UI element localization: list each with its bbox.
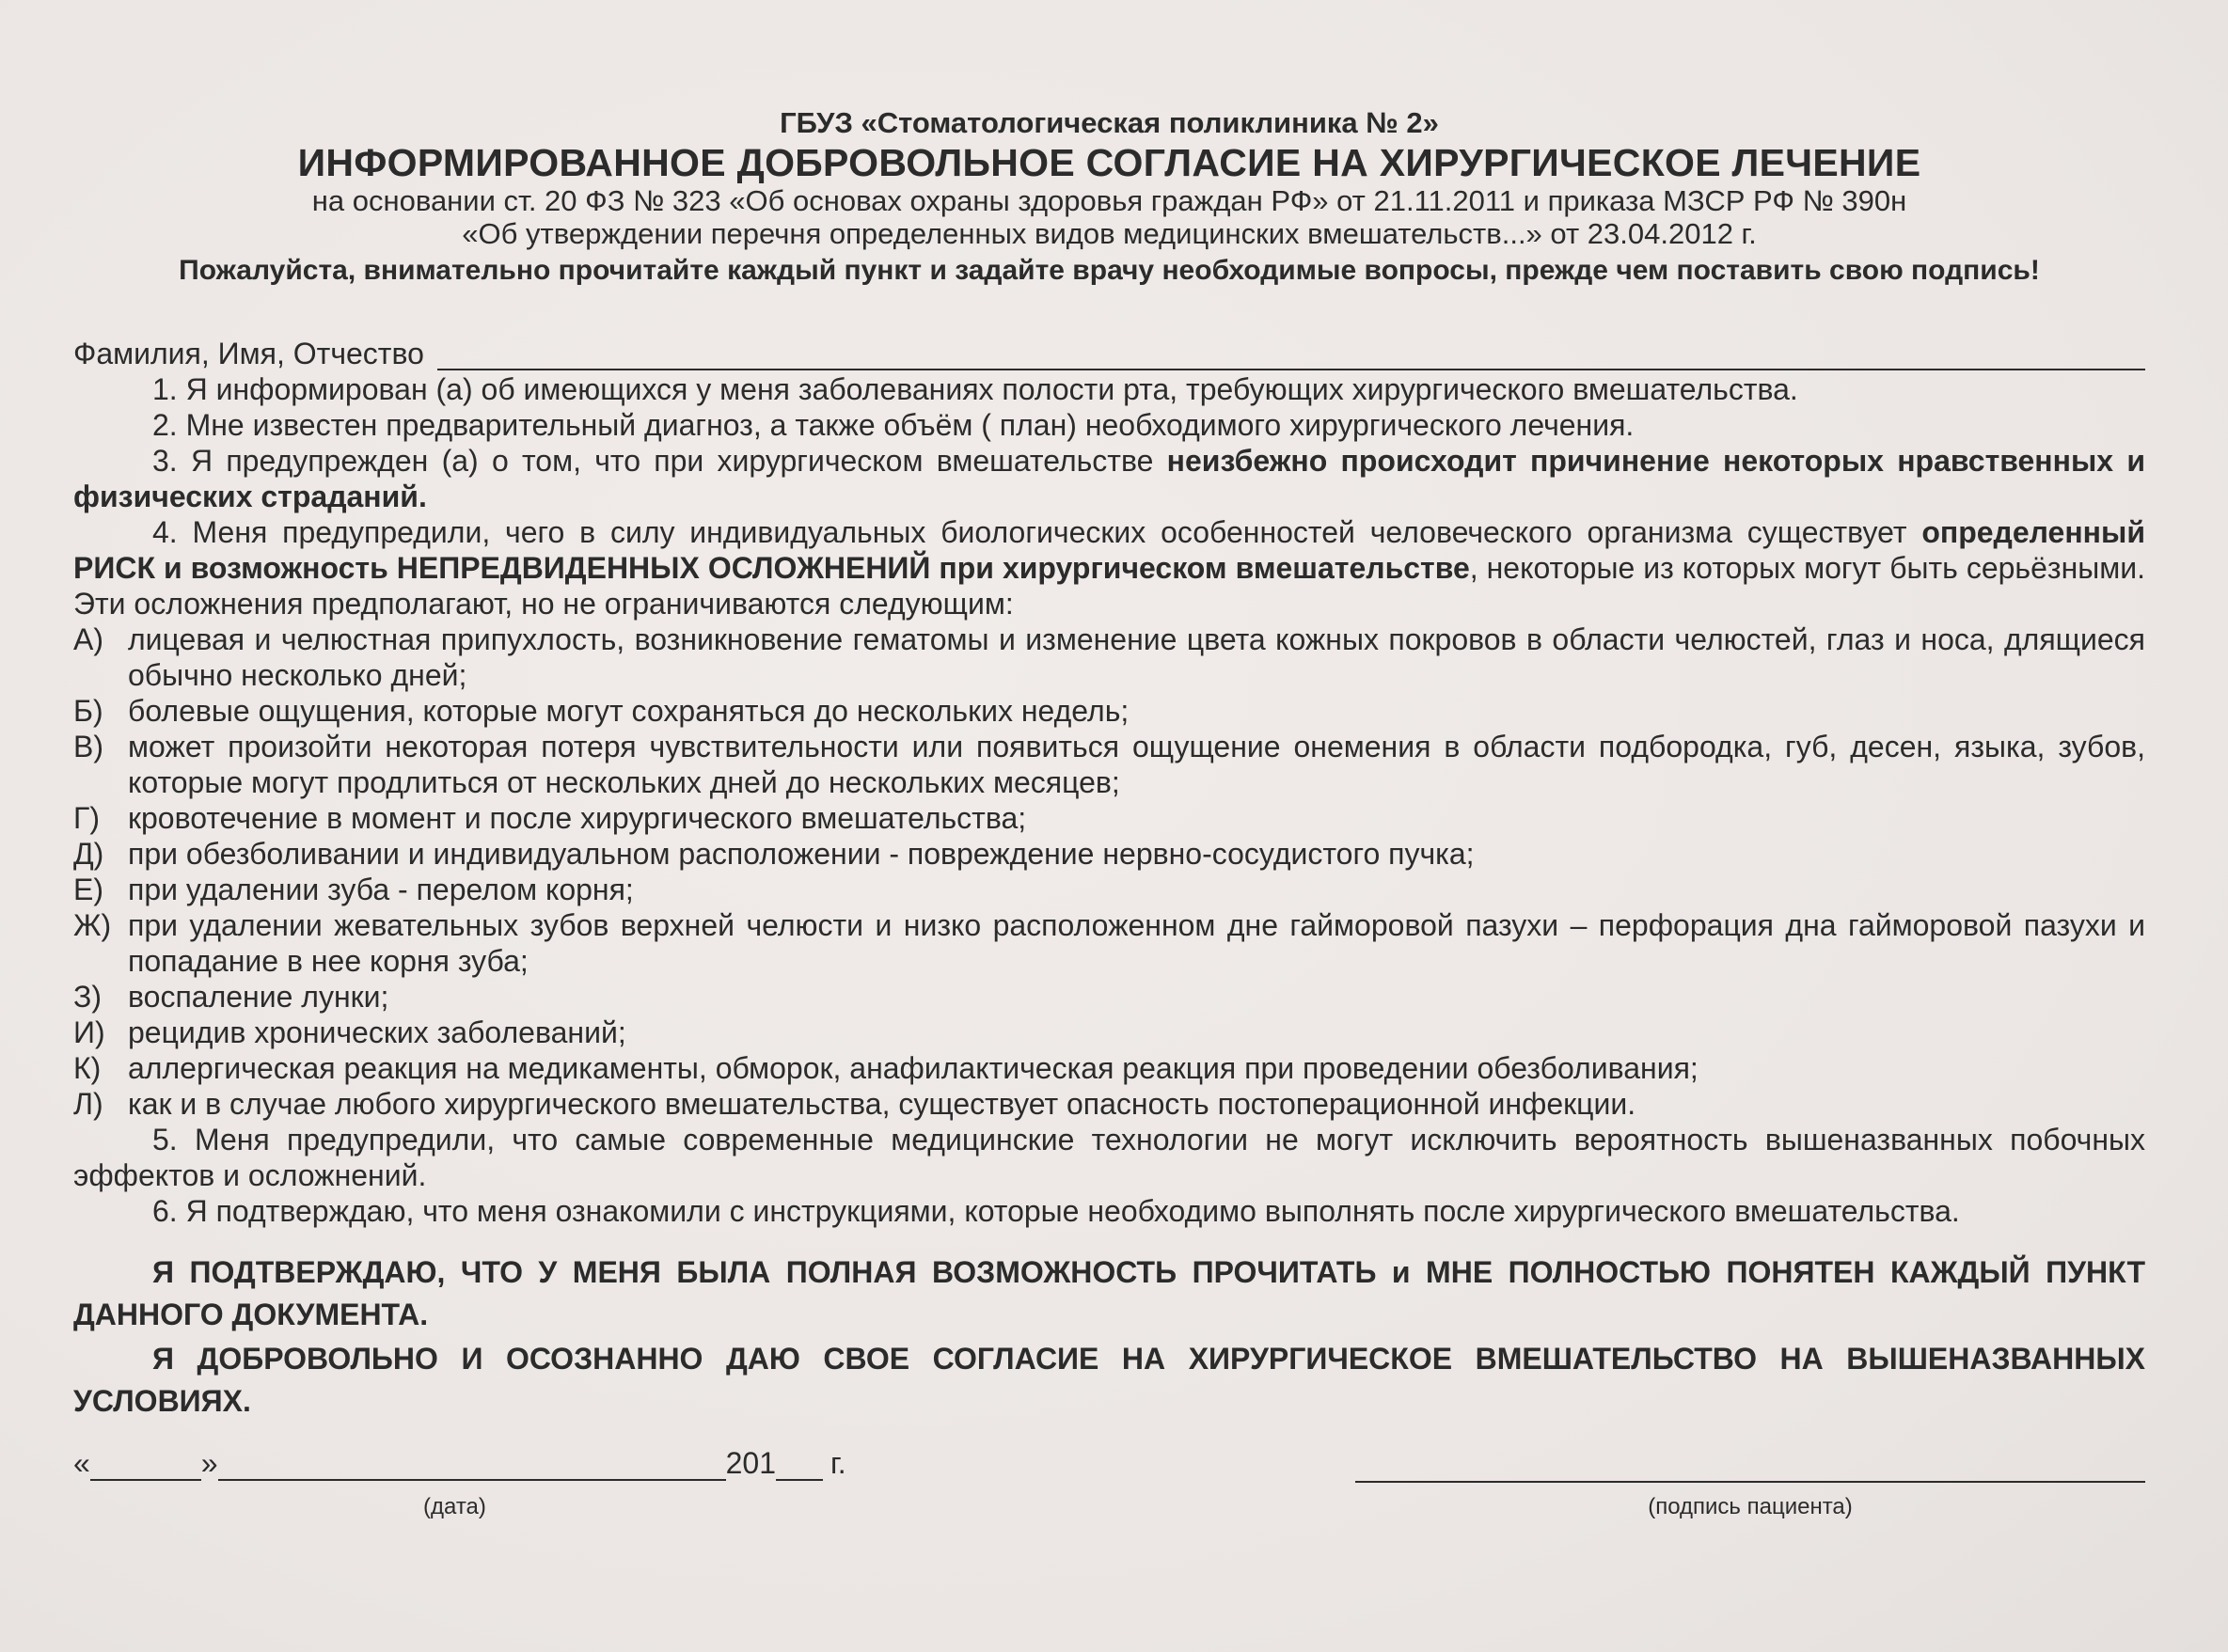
list-text: рецидив хронических заболеваний; <box>128 1015 626 1049</box>
item-5: 5. Меня предупредили, что самые современные медицинские технологии не могут исключить вероятность вышеназванных побочных эффектов и осложнений. <box>73 1123 2145 1192</box>
list-marker: Л) <box>73 1087 103 1121</box>
list-text: кровотечение в момент и после хирургического вмешательства; <box>128 801 1027 835</box>
legal-basis-line-1: на основании ст. 20 ФЗ № 323 «Об основах охраны здоровья граждан РФ» от 21.11.2011 и приказа МЗСР РФ № 390н <box>311 184 1907 217</box>
list-item <box>73 729 2145 800</box>
list-text: как и в случае любого хирургического вмешательства, существует опасность постоперационной инфекции. <box>128 1087 1636 1121</box>
fio-label: Фамилия, Имя, Отчество <box>73 337 424 370</box>
legal-basis-line-2: «Об утверждении перечня определенных видов медицинских вмешательств...» от 23.04.2012 г. <box>462 217 1757 250</box>
date-row <box>73 1443 882 1481</box>
month-field[interactable] <box>218 1451 726 1481</box>
complications-list <box>73 621 2145 1122</box>
form-header <box>73 0 2145 290</box>
item-3-bold: неизбежно происходит причинение некоторых нравственных и физических страданий. <box>73 444 2146 513</box>
item-4 <box>73 514 2145 621</box>
item-4-tail: , некоторые из которых могут быть серьёзными. Эти осложнения предполагают, но не ограничиваются следующим: <box>73 551 2145 621</box>
list-marker: З) <box>73 980 102 1014</box>
list-text: аллергическая реакция на медикаменты, обморок, анафилактическая реакция при проведении обезболивания; <box>128 1051 1699 1085</box>
list-marker: Д) <box>73 837 104 871</box>
list-marker: В) <box>73 730 103 763</box>
consent-statement: Я ДОБРОВОЛЬНО И ОСОЗНАННО ДАЮ СВОЕ СОГЛАСИЕ НА ХИРУРГИЧЕСКОЕ ВМЕШАТЕЛЬСТВО НА ВЫШЕНАЗВАННЫХ УСЛОВИЯХ. <box>73 1342 2145 1418</box>
list-text: при удалении зуба - перелом корня; <box>128 873 634 906</box>
list-item <box>73 800 2145 836</box>
list-marker: Е) <box>73 873 103 906</box>
list-marker: К) <box>73 1051 102 1085</box>
item-6: 6. Я подтверждаю, что меня ознакомили с инструкциями, которые необходимо выполнять после хирургического вмешательства. <box>152 1194 1960 1228</box>
list-marker: Б) <box>73 694 103 728</box>
list-marker: А) <box>73 622 103 656</box>
quote-open: « <box>73 1446 90 1480</box>
list-text: болевые ощущения, которые могут сохраняться до нескольких недель; <box>128 694 1130 728</box>
item-2: 2. Мне известен предварительный диагноз, а также объём ( план) необходимого хирургического лечения. <box>152 408 1635 442</box>
date-block <box>73 1443 882 1520</box>
list-text: может произойти некоторая потеря чувствительности или появиться ощущение онемения в области подбородка, губ, десен, языка, зубов, которые могут продлиться от нескольких дней до нескольких месяцев; <box>128 730 2145 799</box>
list-item <box>73 1050 2145 1086</box>
date-caption: (дата) <box>423 1494 486 1519</box>
confirmation-statement: Я ПОДТВЕРЖДАЮ, ЧТО У МЕНЯ БЫЛА ПОЛНАЯ ВОЗМОЖНОСТЬ ПРОЧИТАТЬ и МНЕ ПОЛНОСТЬЮ ПОНЯТЕН КАЖДЫЙ ПУНКТ ДАННОГО ДОКУМЕНТА. <box>73 1255 2145 1331</box>
day-field[interactable] <box>90 1451 201 1481</box>
fio-row <box>73 337 2145 370</box>
year-suffix: г. <box>830 1446 846 1480</box>
signature-line[interactable] <box>1355 1443 2145 1483</box>
list-item <box>73 979 2145 1015</box>
item-4-bold: определенный РИСК и возможность НЕПРЕДВИДЕННЫХ ОСЛОЖНЕНИЙ при хирургическом вмешательстве <box>73 515 2145 585</box>
document-title: ИНФОРМИРОВАННОЕ ДОБРОВОЛЬНОЕ СОГЛАСИЕ НА ХИРУРГИЧЕСКОЕ ЛЕЧЕНИЕ <box>297 141 1921 184</box>
item-3-text: 3. Я предупрежден (а) о том, что при хирургическом вмешательстве <box>152 444 1167 478</box>
item-1: 1. Я информирован (а) об имеющихся у меня заболеваниях полости рта, требующих хирургического вмешательства. <box>152 372 1798 406</box>
signature-footer <box>73 1443 2145 1518</box>
list-item <box>73 693 2145 729</box>
signature-caption: (подпись пациента) <box>1648 1494 1853 1519</box>
fio-input-line[interactable] <box>437 340 2145 370</box>
item-4-text: 4. Меня предупредили, чего в силу индивидуальных биологических особенностей человеческого организма существует <box>152 515 1922 549</box>
item-3 <box>73 443 2145 514</box>
list-text: воспаление лунки; <box>128 980 389 1014</box>
list-text: при обезболивании и индивидуальном расположении - повреждение нервно-сосудистого пучка; <box>128 837 1475 871</box>
list-item <box>73 1086 2145 1122</box>
org-name: ГБУЗ «Стоматологическая поликлиника № 2» <box>780 106 1439 139</box>
list-text: лицевая и челюстная припухлость, возникновение гематомы и изменение цвета кожных покровов в области челюстей, глаз и носа, длящиеся обычно несколько дней; <box>128 622 2145 692</box>
signature-block <box>1355 1443 2145 1520</box>
list-marker: Ж) <box>73 908 112 942</box>
list-marker: Г) <box>73 801 100 835</box>
year-field[interactable] <box>776 1451 823 1481</box>
list-item <box>73 621 2145 693</box>
list-marker: И) <box>73 1015 105 1049</box>
quote-close: » <box>200 1446 218 1480</box>
consent-body <box>73 371 2145 1229</box>
list-text: при удалении жевательных зубов верхней челюсти и низко расположенном дне гайморовой пазухи – перфорация дна гайморовой пазухи и попадание в нее корня зуба; <box>128 908 2145 978</box>
list-item <box>73 836 2145 872</box>
list-item <box>73 872 2145 907</box>
read-carefully-notice: Пожалуйста, внимательно прочитайте каждый пункт и задайте врачу необходимые вопросы, прежде чем поставить свою подпись! <box>179 255 2040 286</box>
list-item <box>73 1015 2145 1050</box>
list-item <box>73 907 2145 979</box>
year-prefix: 201 <box>725 1446 776 1480</box>
